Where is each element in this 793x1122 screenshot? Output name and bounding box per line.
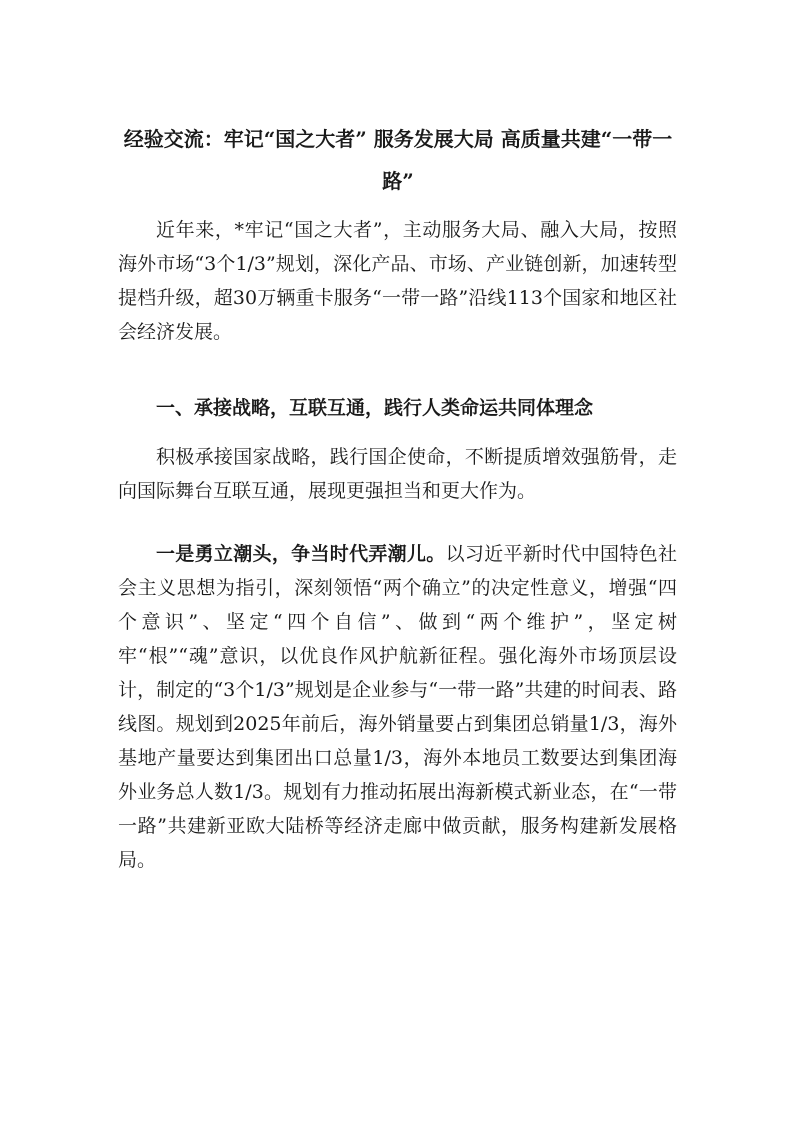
intro-paragraph: 近年来，*牢记“国之大者”，主动服务大局、融入大局，按照海外市场“3个1/3”规划，深化产品、市场、产业链创新，加速转型提档升级，超30万辆重卡服务“一带一路”沿线113个国家和地区社会经济发展。 — [118, 219, 677, 343]
point-paragraph — [118, 537, 677, 877]
section-heading: 一、承接战略，互联互通，践行人类命运共同体理念 — [156, 397, 594, 419]
point-lead: 一是勇立潮头，争当时代弄潮儿。 — [156, 543, 446, 565]
document-title: 经验交流：牢记“国之大者” 服务发展大局 高质量共建“一带一路” — [123, 127, 673, 193]
section-paragraph: 积极承接国家战略，践行国企使命，不断提质增效强筋骨，走向国际舞台互联互通，展现更强担当和更大作为。 — [118, 446, 677, 502]
point-body: 以习近平新时代中国特色社会主义思想为指引，深刻领悟“两个确立”的决定性意义，增强“四个意识”、坚定“四个自信”、做到“两个维护”，坚定树牢“根”“魂”意识，以优良作风护航新征程。强化海外市场顶层设计，制定的“3个1/3”规划是企业参与“一带一路”共建的时间表、路线图。规划到2025年前后，海外销量要占到集团总销量1/3，海外基地产量要达到集团出口总量1/3，海外本地员工数要达到集团海外业务总人数1/3。规划有力推动拓展出海新模式新业态，在“一带一路”共建新亚欧大陆桥等经济走廊中做贡献，服务构建新发展格局。 — [118, 543, 677, 871]
